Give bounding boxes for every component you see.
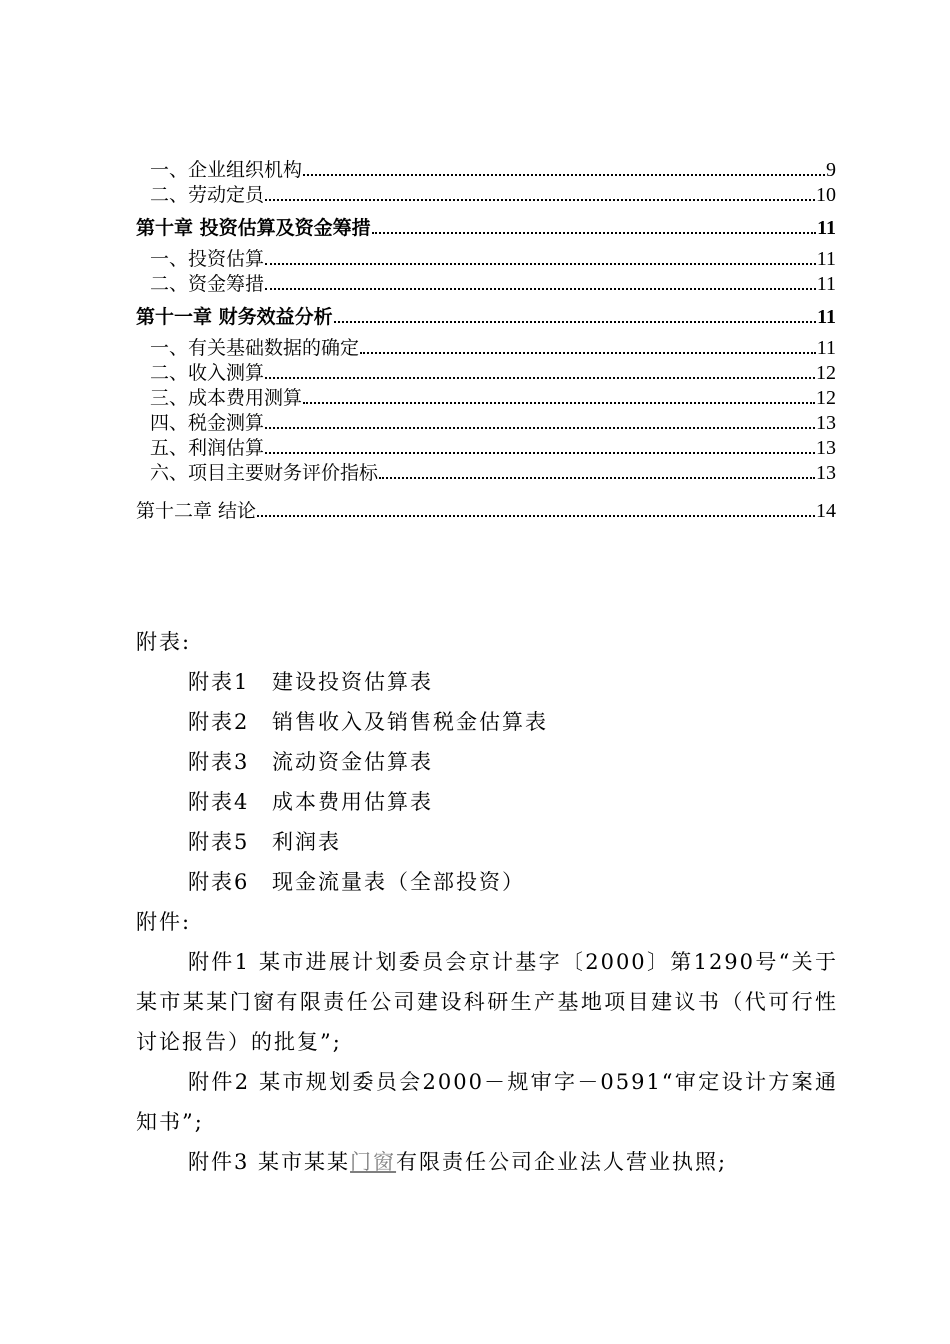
toc-leader-dots bbox=[372, 232, 816, 234]
appendix-table-label: 附表2 bbox=[188, 710, 250, 734]
toc-entry-page: 13 bbox=[816, 412, 836, 434]
appendix-table-item bbox=[136, 782, 838, 822]
toc-entry-page: 13 bbox=[816, 462, 836, 484]
appendix-table-item bbox=[136, 702, 838, 742]
toc-entry-title: 一、有关基础数据的确定 bbox=[150, 337, 360, 359]
appendix-table-title: 销售收入及销售税金估算表 bbox=[272, 710, 548, 734]
appendix-tables-heading: 附表: bbox=[136, 630, 192, 654]
toc-entry[interactable] bbox=[136, 496, 836, 526]
toc-leader-dots bbox=[265, 288, 816, 290]
toc-leader-dots bbox=[257, 515, 815, 517]
toc-entry-page: 11 bbox=[816, 273, 836, 295]
toc-entry[interactable] bbox=[136, 386, 836, 411]
toc-entry-page: 11 bbox=[817, 306, 836, 328]
toc-entry[interactable] bbox=[136, 158, 836, 183]
appendix-table-title: 利润表 bbox=[272, 830, 341, 854]
toc-leader-dots bbox=[265, 263, 816, 265]
appendix-section bbox=[136, 622, 838, 1182]
toc-leader-dots bbox=[379, 477, 815, 479]
toc-leader-dots bbox=[303, 174, 825, 176]
toc-entry-title: 二、收入测算 bbox=[150, 362, 265, 384]
toc-entry[interactable] bbox=[136, 411, 836, 436]
doc-3-suffix: 有限责任公司企业法人营业执照; bbox=[396, 1150, 728, 1174]
toc-entry[interactable] bbox=[136, 272, 836, 297]
toc-entry[interactable] bbox=[136, 336, 836, 361]
doc-3-link[interactable]: 门窗 bbox=[350, 1150, 397, 1174]
toc-entry-page: 12 bbox=[816, 387, 836, 409]
toc-entry-title: 二、劳动定员 bbox=[150, 184, 265, 206]
appendix-table-title: 现金流量表（全部投资） bbox=[272, 870, 525, 894]
toc-entry-page: 11 bbox=[817, 217, 836, 239]
toc-entry[interactable] bbox=[136, 247, 836, 272]
appendix-table-item bbox=[136, 742, 838, 782]
toc-leader-dots bbox=[265, 377, 815, 379]
toc-entry-page: 12 bbox=[816, 362, 836, 384]
toc-entry-page: 13 bbox=[816, 437, 836, 459]
appendix-table-title: 成本费用估算表 bbox=[272, 790, 433, 814]
toc-entry[interactable] bbox=[136, 436, 836, 461]
toc-entry-title: 三、成本费用测算 bbox=[150, 387, 303, 409]
appendix-doc-3 bbox=[136, 1142, 838, 1182]
appendix-table-item bbox=[136, 822, 838, 862]
appendix-table-item bbox=[136, 862, 838, 902]
toc-entry[interactable] bbox=[136, 183, 836, 208]
appendix-table-title: 流动资金估算表 bbox=[272, 750, 433, 774]
appendix-doc-2: 附件2 某市规划委员会2000－规审字－0591“审定设计方案通知书”; bbox=[136, 1070, 838, 1134]
toc-entry-title: 二、资金筹措 bbox=[150, 273, 265, 295]
toc-entry-title: 六、项目主要财务评价指标 bbox=[150, 462, 379, 484]
toc-entry-title: 第十章 投资估算及资金筹措 bbox=[136, 217, 371, 239]
appendix-table-label: 附表5 bbox=[188, 830, 250, 854]
toc-entry-title: 一、企业组织机构 bbox=[150, 159, 303, 181]
toc-entry-title: 第十一章 财务效益分析 bbox=[136, 306, 333, 328]
toc-entry-page: 14 bbox=[816, 500, 836, 522]
toc-entry[interactable] bbox=[136, 361, 836, 386]
toc-entry-page: 10 bbox=[816, 184, 836, 206]
table-of-contents bbox=[136, 158, 836, 526]
toc-entry-page: 11 bbox=[816, 248, 836, 270]
toc-entry-title: 五、利润估算 bbox=[150, 437, 265, 459]
appendix-table-label: 附表6 bbox=[188, 870, 250, 894]
doc-3-prefix: 附件3 某市某某 bbox=[188, 1150, 351, 1174]
toc-entry-title: 四、税金测算 bbox=[150, 412, 265, 434]
toc-entry[interactable] bbox=[136, 461, 836, 486]
toc-leader-dots bbox=[265, 452, 815, 454]
appendix-table-item bbox=[136, 662, 838, 702]
appendix-doc-1: 附件1 某市进展计划委员会京计基字〔2000〕第1290号“关于某市某某门窗有限责任公司建设科研生产基地项目建议书（代可行性讨论报告）的批复”; bbox=[136, 950, 838, 1054]
toc-leader-dots bbox=[360, 352, 816, 354]
toc-leader-dots bbox=[303, 402, 815, 404]
appendix-table-label: 附表4 bbox=[188, 790, 250, 814]
appendix-docs-heading: 附件: bbox=[136, 910, 192, 934]
appendix-table-title: 建设投资估算表 bbox=[272, 670, 433, 694]
appendix-table-label: 附表3 bbox=[188, 750, 250, 774]
toc-entry-page: 9 bbox=[826, 159, 836, 181]
appendix-tables-list bbox=[136, 662, 838, 902]
toc-leader-dots bbox=[265, 427, 815, 429]
toc-entry[interactable] bbox=[136, 213, 836, 243]
appendix-table-label: 附表1 bbox=[188, 670, 250, 694]
toc-entry[interactable] bbox=[136, 302, 836, 332]
toc-entry-page: 11 bbox=[816, 337, 836, 359]
toc-entry-title: 第十二章 结论 bbox=[136, 500, 257, 522]
toc-leader-dots bbox=[265, 199, 815, 201]
toc-entry-title: 一、投资估算 bbox=[150, 248, 265, 270]
toc-leader-dots bbox=[334, 321, 816, 323]
